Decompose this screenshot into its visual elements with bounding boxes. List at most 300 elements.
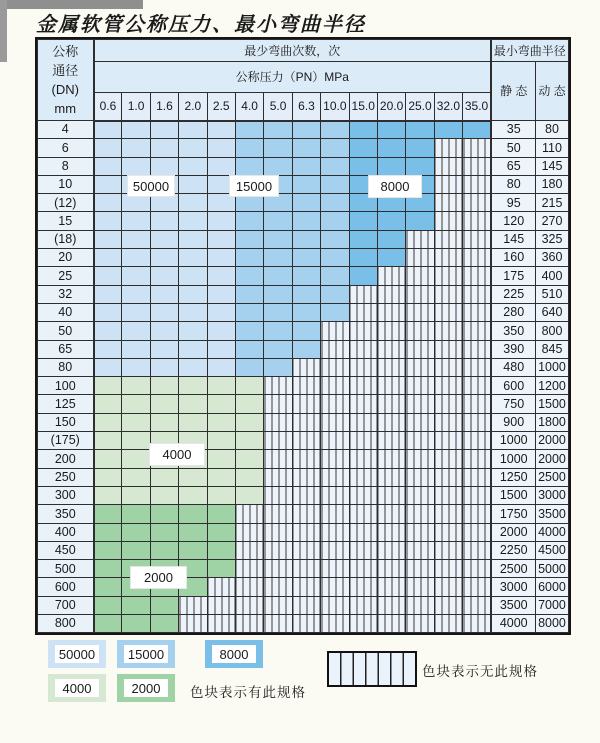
header-pressure: 公称压力（PN）MPa bbox=[94, 62, 491, 93]
dn-cell: 600 bbox=[38, 578, 94, 596]
spec-cell bbox=[292, 157, 320, 175]
spec-cell bbox=[150, 340, 178, 358]
spec-cell bbox=[463, 249, 491, 267]
spec-cell bbox=[235, 230, 263, 248]
spec-cell bbox=[406, 432, 434, 450]
spec-cell bbox=[377, 432, 405, 450]
spec-cell bbox=[122, 157, 150, 175]
spec-cell bbox=[377, 596, 405, 614]
spec-cell bbox=[292, 139, 320, 157]
spec-cell bbox=[292, 578, 320, 596]
spec-cell bbox=[94, 523, 122, 541]
spec-cell bbox=[463, 267, 491, 285]
spec-cell bbox=[122, 615, 150, 633]
spec-cell bbox=[349, 560, 377, 578]
spec-cell bbox=[122, 523, 150, 541]
dynamic-cell: 1800 bbox=[536, 413, 568, 431]
spec-cell bbox=[434, 615, 462, 633]
spec-cell bbox=[434, 121, 462, 139]
spec-cell bbox=[150, 395, 178, 413]
dynamic-cell: 2000 bbox=[536, 450, 568, 468]
spec-cell bbox=[179, 194, 207, 212]
dn-cell: (175) bbox=[38, 432, 94, 450]
spec-cell bbox=[94, 303, 122, 321]
spec-cell bbox=[292, 596, 320, 614]
pressure-col-header: 32.0 bbox=[434, 93, 462, 121]
spec-cell bbox=[207, 377, 235, 395]
spec-cell bbox=[321, 303, 349, 321]
spec-cell bbox=[377, 468, 405, 486]
spec-cell bbox=[94, 413, 122, 431]
spec-cell bbox=[94, 212, 122, 230]
spec-cell bbox=[406, 157, 434, 175]
spec-cell bbox=[321, 432, 349, 450]
dynamic-cell: 8000 bbox=[536, 615, 568, 633]
dynamic-cell: 325 bbox=[536, 230, 568, 248]
legend-swatch-8000 bbox=[205, 640, 263, 668]
spec-cell bbox=[235, 157, 263, 175]
spec-cell bbox=[292, 322, 320, 340]
spec-cell bbox=[207, 560, 235, 578]
spec-cell bbox=[235, 303, 263, 321]
spec-cell bbox=[463, 139, 491, 157]
spec-cell bbox=[292, 285, 320, 303]
spec-cell bbox=[179, 377, 207, 395]
spec-cell bbox=[463, 541, 491, 559]
spec-cell bbox=[179, 358, 207, 376]
spec-cell bbox=[264, 230, 292, 248]
spec-table bbox=[35, 37, 571, 635]
spec-cell bbox=[292, 413, 320, 431]
spec-cell bbox=[150, 468, 178, 486]
spec-cell bbox=[264, 468, 292, 486]
static-cell: 50 bbox=[491, 139, 536, 157]
spec-cell bbox=[150, 486, 178, 504]
spec-cell bbox=[264, 358, 292, 376]
spec-cell bbox=[377, 395, 405, 413]
spec-cell bbox=[377, 303, 405, 321]
legend-swatch-label: 4000 bbox=[55, 679, 99, 697]
spec-cell bbox=[349, 285, 377, 303]
dn-cell: 450 bbox=[38, 541, 94, 559]
spec-cell bbox=[179, 486, 207, 504]
spec-cell bbox=[150, 212, 178, 230]
scan-artifact-left bbox=[0, 0, 7, 62]
dynamic-cell: 2000 bbox=[536, 432, 568, 450]
pressure-col-header: 5.0 bbox=[264, 93, 292, 121]
spec-cell bbox=[207, 596, 235, 614]
spec-cell bbox=[349, 212, 377, 230]
spec-cell bbox=[122, 212, 150, 230]
dynamic-cell: 640 bbox=[536, 303, 568, 321]
header-dynamic: 动 态 bbox=[536, 62, 568, 121]
spec-cell bbox=[235, 432, 263, 450]
spec-cell bbox=[207, 230, 235, 248]
spec-cell bbox=[235, 578, 263, 596]
spec-cell bbox=[434, 340, 462, 358]
spec-cell bbox=[94, 560, 122, 578]
table-row bbox=[38, 450, 569, 468]
dn-cell: 125 bbox=[38, 395, 94, 413]
spec-cell bbox=[434, 413, 462, 431]
spec-cell bbox=[434, 560, 462, 578]
dn-cell: (18) bbox=[38, 230, 94, 248]
dn-cell: 65 bbox=[38, 340, 94, 358]
spec-cell bbox=[321, 560, 349, 578]
spec-cell bbox=[463, 505, 491, 523]
header-dn-line: 公称 bbox=[52, 44, 79, 59]
spec-cell bbox=[377, 450, 405, 468]
spec-cell bbox=[122, 395, 150, 413]
spec-cell bbox=[94, 468, 122, 486]
spec-cell bbox=[321, 468, 349, 486]
spec-cell bbox=[292, 395, 320, 413]
static-cell: 2250 bbox=[491, 541, 536, 559]
legend-swatch-50000 bbox=[48, 640, 106, 668]
spec-cell bbox=[122, 505, 150, 523]
table-row bbox=[38, 377, 569, 395]
dn-cell: 25 bbox=[38, 267, 94, 285]
spec-cell bbox=[207, 157, 235, 175]
spec-cell bbox=[349, 541, 377, 559]
table-row bbox=[38, 486, 569, 504]
spec-cell bbox=[264, 486, 292, 504]
dn-cell: (12) bbox=[38, 194, 94, 212]
pressure-col-header: 1.6 bbox=[150, 93, 178, 121]
spec-cell bbox=[434, 322, 462, 340]
table-row bbox=[38, 523, 569, 541]
legend-swatch-2000 bbox=[117, 674, 175, 702]
spec-cell bbox=[207, 468, 235, 486]
legend-swatch-15000 bbox=[117, 640, 175, 668]
spec-cell bbox=[377, 560, 405, 578]
static-cell: 1000 bbox=[491, 432, 536, 450]
header-dn-line: 通径 bbox=[52, 63, 79, 78]
dynamic-cell: 2500 bbox=[536, 468, 568, 486]
dn-cell: 700 bbox=[38, 596, 94, 614]
spec-cell bbox=[207, 303, 235, 321]
spec-cell bbox=[377, 121, 405, 139]
static-cell: 35 bbox=[491, 121, 536, 139]
spec-cell bbox=[179, 505, 207, 523]
spec-cell bbox=[321, 541, 349, 559]
spec-cell bbox=[377, 377, 405, 395]
spec-cell bbox=[434, 505, 462, 523]
spec-cell bbox=[94, 377, 122, 395]
table-row bbox=[38, 432, 569, 450]
dynamic-cell: 1500 bbox=[536, 395, 568, 413]
spec-cell bbox=[434, 578, 462, 596]
spec-cell bbox=[321, 157, 349, 175]
dn-cell: 20 bbox=[38, 249, 94, 267]
spec-cell bbox=[434, 212, 462, 230]
spec-cell bbox=[406, 395, 434, 413]
dynamic-cell: 4000 bbox=[536, 523, 568, 541]
spec-cell bbox=[463, 175, 491, 193]
spec-cell bbox=[406, 340, 434, 358]
legend-swatch-4000 bbox=[48, 674, 106, 702]
cycle-label-2000: 2000 bbox=[131, 567, 186, 588]
spec-cell bbox=[406, 377, 434, 395]
static-cell: 750 bbox=[491, 395, 536, 413]
spec-cell bbox=[321, 194, 349, 212]
spec-cell bbox=[207, 212, 235, 230]
legend-swatch-label: 2000 bbox=[124, 679, 168, 697]
dn-cell: 40 bbox=[38, 303, 94, 321]
pressure-col-header: 20.0 bbox=[377, 93, 405, 121]
spec-cell bbox=[264, 395, 292, 413]
spec-cell bbox=[349, 615, 377, 633]
static-cell: 280 bbox=[491, 303, 536, 321]
spec-cell bbox=[434, 175, 462, 193]
spec-cell bbox=[349, 432, 377, 450]
spec-cell bbox=[434, 377, 462, 395]
table-row bbox=[38, 157, 569, 175]
table-row bbox=[38, 615, 569, 633]
dn-cell: 15 bbox=[38, 212, 94, 230]
spec-cell bbox=[207, 285, 235, 303]
spec-cell bbox=[207, 505, 235, 523]
spec-cell bbox=[349, 157, 377, 175]
spec-cell bbox=[150, 322, 178, 340]
spec-cell bbox=[122, 340, 150, 358]
spec-cell bbox=[122, 194, 150, 212]
spec-cell bbox=[292, 230, 320, 248]
spec-cell bbox=[406, 303, 434, 321]
spec-cell bbox=[207, 486, 235, 504]
spec-cell bbox=[406, 450, 434, 468]
legend-swatch-label: 8000 bbox=[212, 645, 256, 663]
table-row bbox=[38, 413, 569, 431]
pressure-col-header: 4.0 bbox=[235, 93, 263, 121]
spec-cell bbox=[292, 560, 320, 578]
table-row bbox=[38, 541, 569, 559]
cycle-label-8000: 8000 bbox=[369, 176, 421, 197]
spec-cell bbox=[94, 157, 122, 175]
spec-cell bbox=[207, 194, 235, 212]
spec-cell bbox=[349, 505, 377, 523]
dn-cell: 10 bbox=[38, 175, 94, 193]
spec-cell bbox=[349, 230, 377, 248]
spec-cell bbox=[406, 230, 434, 248]
spec-cell bbox=[292, 432, 320, 450]
spec-cell bbox=[235, 450, 263, 468]
spec-cell bbox=[406, 578, 434, 596]
spec-cell bbox=[150, 230, 178, 248]
spec-cell bbox=[207, 395, 235, 413]
spec-cell bbox=[264, 432, 292, 450]
spec-cell bbox=[122, 432, 150, 450]
spec-cell bbox=[463, 358, 491, 376]
dn-cell: 350 bbox=[38, 505, 94, 523]
spec-cell bbox=[434, 230, 462, 248]
spec-cell bbox=[321, 395, 349, 413]
cycle-label-50000: 50000 bbox=[128, 176, 174, 196]
dynamic-cell: 270 bbox=[536, 212, 568, 230]
spec-cell bbox=[150, 413, 178, 431]
spec-cell bbox=[349, 377, 377, 395]
spec-cell bbox=[434, 139, 462, 157]
spec-cell bbox=[406, 560, 434, 578]
spec-cell bbox=[235, 523, 263, 541]
spec-cell bbox=[122, 285, 150, 303]
spec-cell bbox=[179, 413, 207, 431]
spec-cell bbox=[235, 505, 263, 523]
table-row bbox=[38, 395, 569, 413]
spec-cell bbox=[463, 578, 491, 596]
spec-cell bbox=[264, 413, 292, 431]
spec-cell bbox=[235, 596, 263, 614]
spec-cell bbox=[264, 505, 292, 523]
spec-cell bbox=[94, 578, 122, 596]
spec-cell bbox=[94, 395, 122, 413]
spec-cell bbox=[434, 450, 462, 468]
dn-cell: 400 bbox=[38, 523, 94, 541]
spec-cell bbox=[207, 523, 235, 541]
spec-cell bbox=[321, 486, 349, 504]
spec-cell bbox=[94, 505, 122, 523]
spec-cell bbox=[463, 157, 491, 175]
spec-cell bbox=[406, 322, 434, 340]
spec-cell bbox=[264, 615, 292, 633]
static-cell: 2500 bbox=[491, 560, 536, 578]
spec-cell bbox=[463, 432, 491, 450]
spec-cell bbox=[150, 523, 178, 541]
spec-cell bbox=[264, 541, 292, 559]
spec-cell bbox=[292, 303, 320, 321]
spec-cell bbox=[94, 230, 122, 248]
spec-cell bbox=[94, 358, 122, 376]
static-cell: 95 bbox=[491, 194, 536, 212]
spec-cell bbox=[463, 322, 491, 340]
dynamic-cell: 6000 bbox=[536, 578, 568, 596]
spec-cell bbox=[463, 395, 491, 413]
spec-cell bbox=[463, 230, 491, 248]
spec-cell bbox=[207, 322, 235, 340]
spec-cell bbox=[463, 450, 491, 468]
spec-cell bbox=[122, 468, 150, 486]
spec-cell bbox=[150, 303, 178, 321]
static-cell: 65 bbox=[491, 157, 536, 175]
spec-cell bbox=[321, 450, 349, 468]
cycle-label-15000: 15000 bbox=[230, 176, 278, 196]
dn-cell: 150 bbox=[38, 413, 94, 431]
table-row bbox=[38, 578, 569, 596]
spec-cell bbox=[94, 175, 122, 193]
pressure-col-header: 10.0 bbox=[321, 93, 349, 121]
spec-cell bbox=[434, 157, 462, 175]
spec-cell bbox=[377, 340, 405, 358]
table-row bbox=[38, 322, 569, 340]
dynamic-cell: 5000 bbox=[536, 560, 568, 578]
spec-cell bbox=[377, 139, 405, 157]
spec-cell bbox=[179, 121, 207, 139]
dynamic-cell: 510 bbox=[536, 285, 568, 303]
spec-cell bbox=[377, 230, 405, 248]
spec-cell bbox=[349, 358, 377, 376]
spec-cell bbox=[179, 395, 207, 413]
spec-cell bbox=[349, 395, 377, 413]
pressure-col-header: 2.5 bbox=[207, 93, 235, 121]
spec-cell bbox=[235, 249, 263, 267]
spec-cell bbox=[94, 249, 122, 267]
spec-cell bbox=[377, 358, 405, 376]
spec-cell bbox=[150, 194, 178, 212]
spec-cell bbox=[292, 541, 320, 559]
spec-cell bbox=[292, 267, 320, 285]
spec-cell bbox=[235, 139, 263, 157]
dn-cell: 32 bbox=[38, 285, 94, 303]
spec-cell bbox=[179, 157, 207, 175]
table-row bbox=[38, 175, 569, 193]
spec-cell bbox=[321, 267, 349, 285]
spec-cell bbox=[321, 377, 349, 395]
spec-cell bbox=[207, 432, 235, 450]
spec-cell bbox=[292, 615, 320, 633]
table-row bbox=[38, 468, 569, 486]
spec-cell bbox=[122, 121, 150, 139]
spec-cell bbox=[292, 194, 320, 212]
spec-cell bbox=[179, 541, 207, 559]
dynamic-cell: 145 bbox=[536, 157, 568, 175]
spec-cell bbox=[377, 285, 405, 303]
spec-cell bbox=[321, 322, 349, 340]
spec-cell bbox=[292, 358, 320, 376]
spec-cell bbox=[292, 377, 320, 395]
spec-cell bbox=[207, 578, 235, 596]
spec-cell bbox=[235, 615, 263, 633]
spec-cell bbox=[434, 468, 462, 486]
spec-cell bbox=[150, 267, 178, 285]
static-cell: 3500 bbox=[491, 596, 536, 614]
spec-cell bbox=[463, 486, 491, 504]
spec-cell bbox=[207, 267, 235, 285]
spec-cell bbox=[377, 578, 405, 596]
spec-cell bbox=[463, 285, 491, 303]
spec-cell bbox=[292, 468, 320, 486]
spec-cell bbox=[264, 303, 292, 321]
spec-cell bbox=[207, 340, 235, 358]
spec-cell bbox=[321, 285, 349, 303]
spec-cell bbox=[377, 157, 405, 175]
spec-cell bbox=[321, 413, 349, 431]
dynamic-cell: 3000 bbox=[536, 486, 568, 504]
spec-cell bbox=[94, 541, 122, 559]
spec-cell bbox=[264, 450, 292, 468]
header-dn bbox=[38, 40, 94, 121]
spec-cell bbox=[434, 596, 462, 614]
spec-cell bbox=[321, 596, 349, 614]
spec-cell bbox=[349, 523, 377, 541]
spec-cell bbox=[235, 560, 263, 578]
spec-cell bbox=[94, 340, 122, 358]
spec-cell bbox=[150, 596, 178, 614]
spec-cell bbox=[264, 267, 292, 285]
spec-cell bbox=[406, 285, 434, 303]
spec-cell bbox=[434, 432, 462, 450]
spec-cell bbox=[349, 121, 377, 139]
spec-cell bbox=[179, 322, 207, 340]
spec-cell bbox=[377, 249, 405, 267]
spec-cell bbox=[150, 249, 178, 267]
table-row bbox=[38, 121, 569, 139]
spec-cell bbox=[235, 377, 263, 395]
spec-cell bbox=[150, 358, 178, 376]
static-cell: 120 bbox=[491, 212, 536, 230]
spec-cell bbox=[463, 377, 491, 395]
spec-cell bbox=[349, 596, 377, 614]
spec-cell bbox=[150, 615, 178, 633]
